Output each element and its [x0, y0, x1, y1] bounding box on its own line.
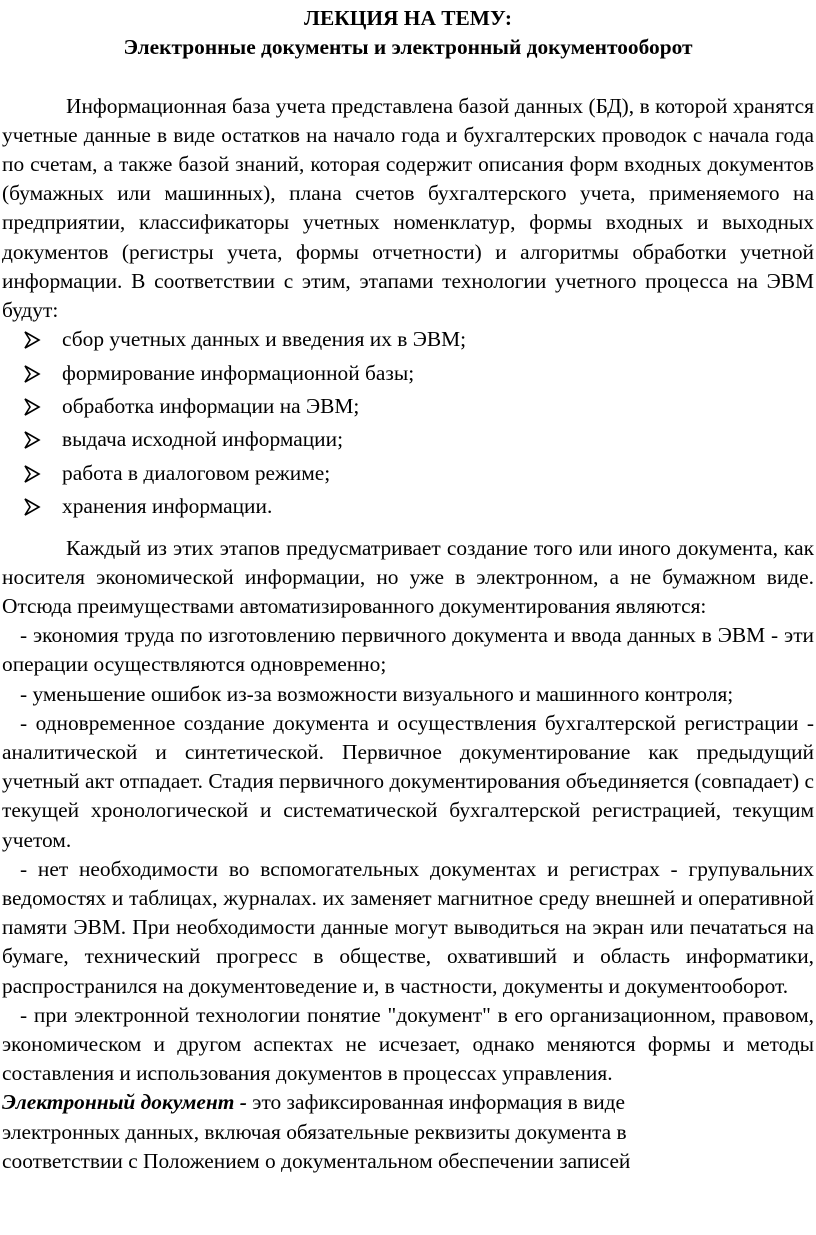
arrowhead-bullet-icon	[22, 464, 42, 484]
advantage-paragraph: - экономия труда по изготовлению первичного документа и ввода данных в ЭВМ - эти операции осуществляются одновременно;	[2, 623, 814, 677]
arrowhead-bullet-icon	[22, 330, 42, 350]
arrowhead-bullet-icon	[22, 397, 42, 417]
advantage-paragraph: - нет необходимости во вспомогательных документах и регистрах - групувальних ведомостях и таблицах, журналах. их заменяет магнитное среду внешней и оперативной памяти ЭВМ. При необходимости данные могут выводиться на экран или печататься на бумаге, технический прогресс в обществе, охвативший и область информатики, распространился на документоведение и, в частности, документы и документооборот.	[2, 856, 814, 998]
title-line-1: ЛЕКЦИЯ НА ТЕМУ:	[304, 6, 512, 30]
arrowhead-bullet-icon	[22, 497, 42, 517]
advantage-paragraph: - уменьшение ошибок из-за возможности визуального и машинного контроля;	[20, 681, 734, 706]
list-item	[22, 325, 814, 358]
lecture-title	[2, 4, 814, 62]
arrowhead-bullet-icon	[22, 430, 42, 450]
intro-paragraph: Информационная база учета представлена базой данных (БД), в которой хранятся учетные данные в виде остатков на начало года и бухгалтерских проводок с начала года по счетам, а также базой знаний, которая содержит описания форм входных документов (бумажных или машинных), плана счетов бухгалтерского учета, применяемого на предприятии, классификаторы учетных номенклатур, формы входных и выходных документов (регистры учета, формы отчетности) и алгоритмы обработки учетной информации. В соответствии с этим, этапами технологии учетного процесса на ЭВМ будут:	[2, 93, 814, 323]
stage-text: работа в диалоговом режиме;	[62, 460, 331, 485]
spacer	[2, 62, 814, 91]
title-line-2: Электронные документы и электронный документооборот	[123, 35, 693, 60]
stage-text: сбор учетных данных и введения их в ЭВМ;	[62, 327, 467, 352]
stage-text: обработка информации на ЭВМ;	[62, 394, 360, 418]
definition-term: Электронный документ -	[2, 1090, 247, 1115]
stage-text: формирование информационной базы;	[62, 360, 415, 385]
list-item	[22, 492, 814, 525]
stage-text: хранения информации.	[62, 494, 273, 519]
stages-list	[2, 325, 814, 525]
arrowhead-bullet-icon	[22, 364, 42, 384]
advantages-intro-paragraph: Каждый из этих этапов предусматривает создание того или иного документа, как носителя экономической информации, но уже в электронном, а не бумажном виде. Отсюда преимуществами автоматизированного документирования являются:	[2, 535, 814, 618]
list-item	[22, 392, 814, 425]
advantage-paragraph: - одновременное создание документа и осуществления бухгалтерской регистрации - аналитической и синтетической. Первичное документирование как предыдущий учетный акт отпадает. Стадия первичного документирования объединяется (совпадает) с текущей хронологической и систематической бухгалтерской регистрацией, текущим учетом.	[2, 710, 814, 852]
list-item	[22, 425, 814, 458]
definition-text: это зафиксированная информация в виде электронных данных, включая обязательные реквизиты документа в соответствии с Положением о документальном обеспечении записей	[2, 1090, 631, 1173]
list-item	[22, 359, 814, 392]
spacer	[2, 526, 814, 534]
stage-text: выдача исходной информации;	[62, 427, 344, 452]
advantage-paragraph: - при электронной технологии понятие "документ" в его организационном, правовом, экономическом и другом аспектах не исчезает, однако меняются формы и методы составления и использования документов в процессах управления.	[2, 1002, 814, 1086]
list-item	[22, 459, 814, 492]
definition-paragraph	[2, 1088, 814, 1176]
